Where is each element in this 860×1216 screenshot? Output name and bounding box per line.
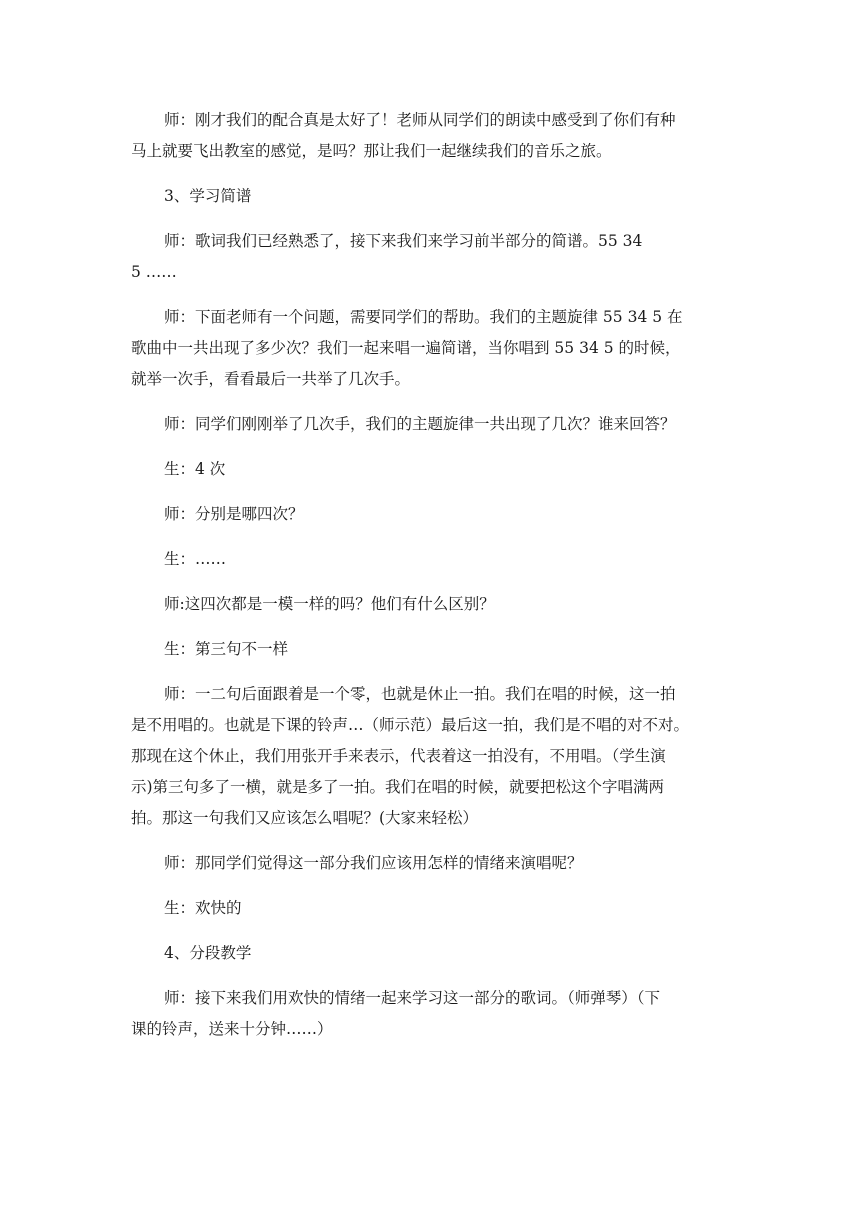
document-body bbox=[131, 105, 736, 1059]
paragraph-which-four: 师：分别是哪四次？ bbox=[164, 505, 304, 523]
paragraph-student-answer-4: 生：4 次 bbox=[164, 460, 226, 478]
paragraph-how-many: 师：同学们刚刚举了几次手，我们的主题旋律一共出现了几次？谁来回答？ bbox=[164, 415, 676, 433]
paragraph-learn-lyrics: 师：接下来我们用欢快的情绪一起来学习这一部分的歌词。（师弹琴）（下 课的铃声，送来十分钟……） bbox=[131, 989, 661, 1038]
paragraph-same-question: 师:这四次都是一模一样的吗？他们有什么区别？ bbox=[164, 595, 495, 613]
section-heading-learn-notation: 3、学习简谱 bbox=[164, 187, 252, 205]
paragraph-third-different: 生：第三句不一样 bbox=[164, 640, 289, 658]
paragraph-student-ellipsis: 生：…… bbox=[164, 550, 227, 568]
paragraph-student-cheerful: 生：欢快的 bbox=[164, 899, 242, 917]
paragraph-emotion-question: 师：那同学们觉得这一部分我们应该用怎样的情绪来演唱呢？ bbox=[164, 854, 583, 872]
paragraph-teacher-praise: 师：刚才我们的配合真是太好了！老师从同学们的朗读中感受到了你们有种 马上就要飞出教室的感觉，是吗？那让我们一起继续我们的音乐之旅。 bbox=[131, 111, 676, 160]
paragraph-learn-notation: 师：歌词我们已经熟悉了，接下来我们来学习前半部分的简谱。55 34 5 …… bbox=[131, 232, 643, 281]
paragraph-question: 师：下面老师有一个问题，需要同学们的帮助。我们的主题旋律 55 34 5 在 歌曲中一共出现了多少次？我们一起来唱一遍简谱，当你唱到 55 34 5 的时候， 就举一次手，看看最后一共举了几次手。 bbox=[131, 308, 683, 388]
section-heading-segment-teaching: 4、分段教学 bbox=[164, 944, 252, 962]
paragraph-rest-explanation: 师：一二句后面跟着是一个零，也就是休止一拍。我们在唱的时候，这一拍 是不用唱的。也就是下课的铃声…（师示范）最后这一拍，我们是不唱的对不对。 那现在这个休止，我们用张开手来表示，代表着这一拍没有，不用唱。（学生演 示)第三句多了一横，就是多了一拍。我们在唱的时候，就要把松这个字唱满两 拍。那这一句我们又应该怎么唱呢？(大家来轻松） bbox=[131, 685, 690, 827]
